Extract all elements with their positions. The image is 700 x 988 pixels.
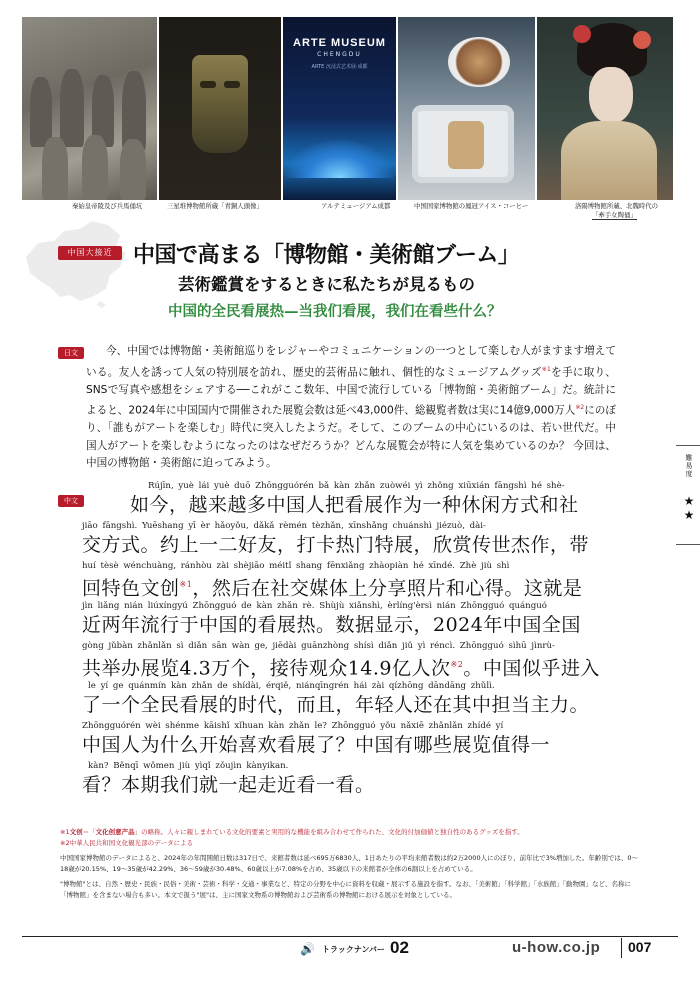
caption-5-line1: 洛陽博物館所蔵、北魏時代の	[575, 202, 659, 210]
track-label: トラックナンバー	[322, 945, 385, 954]
caption-5-line2: 「牽手女陶俑」	[592, 211, 637, 219]
track-number: 02	[390, 938, 409, 957]
hanzi-line: 近两年流行于中国的看展热。数据显示，2024年中国全国	[82, 614, 581, 636]
hanzi-line: 交方式。约上一二好友，打卡热门特展，欣赏传世杰作，带	[82, 534, 590, 556]
series-tag: 中国大接近	[58, 246, 122, 260]
pinyin-line: jìn liǎng nián liúxíngyú Zhōngguó de kàn zhǎn rè. Shùjù xiǎnshì, èrlíng'èrsì nián Zhōngguó quánguó	[82, 601, 547, 611]
page-number: 007	[628, 939, 652, 955]
photo-coffee-icecream	[398, 17, 535, 200]
note-paragraph-2: "博物館"とは、自然・歴史・民族・民俗・美術・芸術・科学・交通・事業など、特定の分野を中心に資料を収蔵・展示する施設を指す。なお、「美術館」「科学館」「水族館」「動物園」など、名称に「博物館」を含まない場合も多い。本文で扱う"展"は、主に国家文物系の博物館および芸術系の博物館における展示を対象としている。	[60, 880, 631, 899]
pinyin-line: Zhōngguórén wèi shénme kāishǐ xǐhuan kàn zhǎn le? Zhōngguó yǒu nǎxiē zhǎnlǎn zhídé yí	[82, 721, 504, 731]
difficulty-stars: ★★	[682, 494, 696, 522]
note-1: ※1文创＝「文化创意产品」の略称。人々に親しまれている文化的要素と実用的な機能を組み合わせて作られた、文化的付加価値と独自性のあるグッズを指す。	[60, 828, 524, 836]
note-paragraph-1: 中国国家博物館のデータによると、2024年の年間開館日数は317日で、来館者数は延べ695万6830人、1日あたりの平均来館者数は約2万2000人にのぼり、前年比で3%増加した。年齢別では、0～18歳が20.15%、19～35歳が42.29%、36～59歳が30.48%、60歳以上が7.08%を占め、35歳以下の来館者が全体の6割以上を占めている。	[60, 854, 639, 873]
photo-bronze-head	[159, 17, 281, 200]
difficulty-indicator	[676, 445, 700, 545]
coffee-cup-icon	[448, 37, 510, 87]
speaker-icon[interactable]: 🔊	[300, 942, 315, 956]
hanzi-line: 如今，越来越多中国人把看展作为一种休闲方式和社	[130, 494, 579, 516]
pinyin-line: Rújīn, yuè lái yuè duō Zhōngguórén bǎ kàn zhǎn zuòwéi yì zhǒng xiūxián fāngshì hé shè-	[148, 481, 565, 491]
museum-city: CHENGDU	[317, 51, 362, 58]
site-url[interactable]: u-how.co.jp	[512, 939, 601, 956]
chinese-paragraph	[82, 480, 612, 800]
note-2: ※2中華人民共和国文化観光部のデータによる	[60, 839, 194, 847]
page-subtitle: 芸術鑑賞をするときに私たちが見るもの	[178, 275, 475, 294]
caption-3: アルテミュージアム成都	[321, 202, 391, 210]
caption-4: 中国国家博物館の鳳冠アイス・コーヒー	[414, 202, 529, 210]
difficulty-label: 難易度	[685, 454, 693, 478]
hanzi-line: 回特色文创$^{※1}$，然后在社交媒体上分享照片和心得。这就是	[82, 577, 583, 600]
chinese-title: 中国的全民看展热—当我们看展，我们在看些什么？	[168, 303, 502, 320]
chinese-tag: 中文	[58, 495, 84, 507]
pinyin-line: le yí ge quánmín kàn zhǎn de shídài, érqiě, niánqīngrén hái zài qízhōng dāndāng zhǔlì.	[88, 681, 495, 691]
museum-title: ARTE MUSEUM	[293, 37, 386, 49]
japanese-paragraph: 今、中国では博物館・美術館巡りをレジャーやコミュニケーションの一つとして楽しむ人がますます増えている。友人を誘って人気の特別展を訪れ、歴史的芸術品に触れ、個性的なミュージアムグッズ$^{※1}$を手に取り、SNSで写真や感想をシェアする──これがここ数年、中国で流行している「博物館・美術館ブーム」だ。統計によると、2024年に中国国内で開催された展覧会数は延べ43,000件、総観覧者数は実に14億9,000万人$^{※2}$にのぼり、「誰もがアートを楽しむ」時代に突入したようだ。そして、このブームの中心にいるのは、若い世代だ。中国人がアートを楽しむようになったのはなぜだろうか？どんな展覧会が特に人気を集めているのか？ 今回は、中国の博物館・美術館に迫ってみよう。	[86, 345, 617, 470]
photo-female-figurine	[537, 17, 673, 200]
pinyin-line: huí tèsè wénchuàng, ránhòu zài shèjiāo méitǐ shang fēnxiǎng zhàopiàn hé xīndé. Zhè jiù shì	[82, 561, 510, 571]
caption-1: 秦始皇帝陵及び兵馬俑坑	[72, 202, 143, 210]
museum-small-text: ARTE 沉浸式艺术展·成都	[311, 64, 368, 70]
footnotes	[60, 827, 640, 901]
photo-terracotta-warriors	[22, 17, 157, 200]
pinyin-line: gòng jǔbàn zhǎnlǎn sì diǎn sān wàn ge, jiēdài guānzhòng shísì diǎn jiǔ yì réncì. Zhōngguó sìhū jìnrù-	[82, 641, 555, 651]
pinyin-line: kàn? Běnqī wǒmen jiù yìqǐ zǒujìn kànyikan.	[88, 761, 289, 771]
caption-2: 三星堆博物館所蔵「青銅人頭像」	[167, 202, 263, 210]
photo-arte-museum	[283, 17, 396, 200]
pinyin-line: jiāo fāngshì. Yuēshang yī èr hǎoyǒu, dǎkǎ rèmén tèzhǎn, xīnshǎng chuánshì jiézuò, dài-	[82, 521, 486, 531]
page-footer	[0, 936, 700, 960]
china-map-icon	[20, 217, 132, 309]
bronze-mask-icon	[192, 55, 248, 153]
photo-strip	[22, 17, 679, 200]
page-title: 中国で高まる「博物館・美術館ブーム」	[133, 242, 520, 268]
light-wave	[283, 138, 396, 178]
hanzi-line: 了一个全民看展的时代，而且，年轻人还在其中担当主力。	[82, 694, 590, 716]
tray	[412, 105, 514, 183]
hanzi-line: 中国人为什么开始喜欢看展了？中国有哪些展览值得一	[82, 734, 551, 756]
hanzi-line: 共举办展览4.3万个，接待观众14.9亿人次$^{※2}$。中国似乎进入	[82, 657, 600, 680]
japanese-tag: 日文	[58, 347, 84, 359]
hanzi-line: 看？本期我们就一起走近看一看。	[82, 774, 375, 796]
